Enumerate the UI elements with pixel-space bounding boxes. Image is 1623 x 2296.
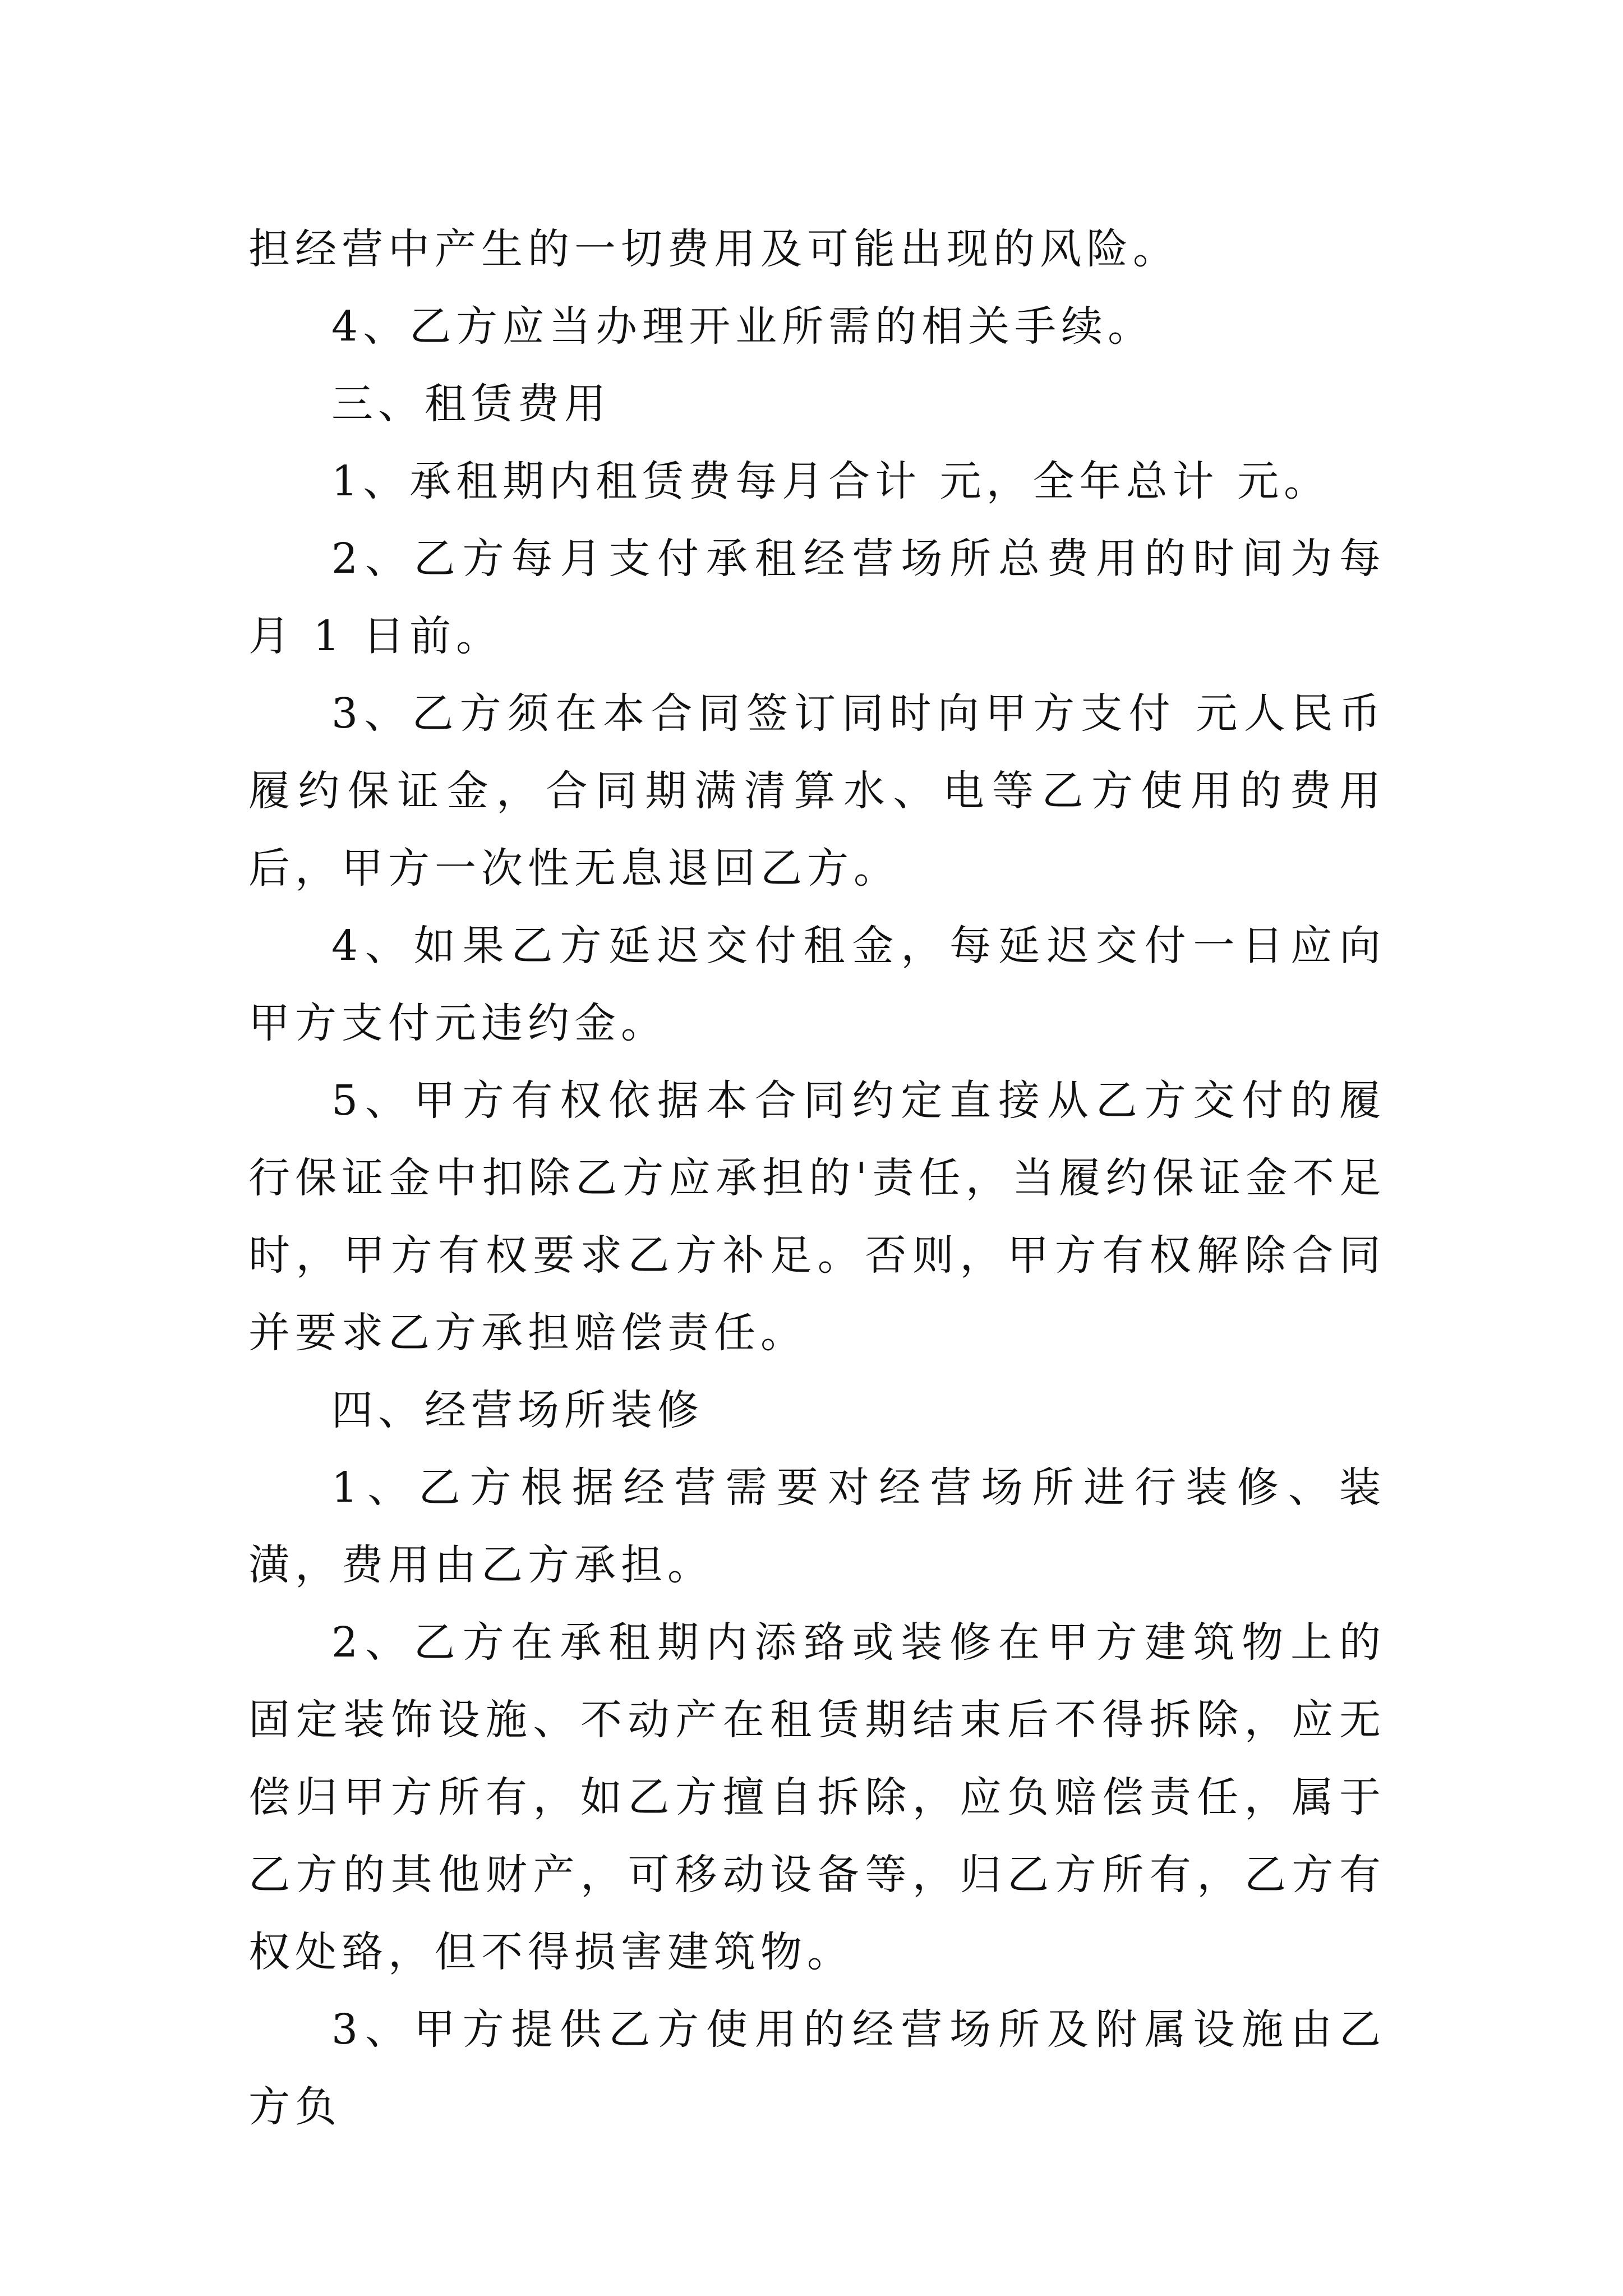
paragraph: 担经营中产生的一切费用及可能出现的风险。 bbox=[248, 225, 1179, 273]
paragraph: 1、承租期内租赁费每月合计 元，全年总计 元。 bbox=[331, 457, 1331, 505]
paragraph: 2、乙方每月支付承租经营场所总费用的时间为每月 1 日前。 bbox=[248, 535, 1386, 660]
document-body bbox=[248, 210, 1386, 2146]
paragraph: 4、乙方应当办理开业所需的相关手续。 bbox=[331, 302, 1155, 351]
paragraph: 4、如果乙方延迟交付租金，每延迟交付一日应向甲方支付元违约金。 bbox=[248, 922, 1386, 1047]
paragraph: 5、甲方有权依据本合同约定直接从乙方交付的履行保证金中扣除乙方应承担的'责任，当履约保证金不足 时，甲方有权要求乙方补足。否则，甲方有权解除合同并要求乙方承担赔偿责任。 bbox=[248, 1076, 1386, 1357]
paragraph: 3、乙方须在本合同签订同时向甲方支付 元人民币履约保证金，合同期满清算水、电等乙方使用的费用后，甲方一次性无息退回乙方。 bbox=[248, 689, 1386, 892]
section-heading: 三、租赁费用 bbox=[331, 380, 611, 428]
paragraph: 2、乙方在承租期内添臵或装修在甲方建筑物上的固定装饰设施、不动产在租赁期结束后不得拆除，应无偿归甲方所有，如乙方擅自拆除，应负赔偿责任，属于乙方的其他财产，可移动设备等，归乙方所有，乙方有权处臵，但不得损害建筑物。 bbox=[248, 1618, 1386, 1976]
paragraph: 1、乙方根据经营需要对经营场所进行装修、装潢，费用由乙方承担。 bbox=[248, 1464, 1386, 1589]
paragraph: 3、甲方提供乙方使用的经营场所及附属设施由乙方负 bbox=[248, 2005, 1386, 2131]
section-heading: 四、经营场所装修 bbox=[331, 1386, 704, 1434]
